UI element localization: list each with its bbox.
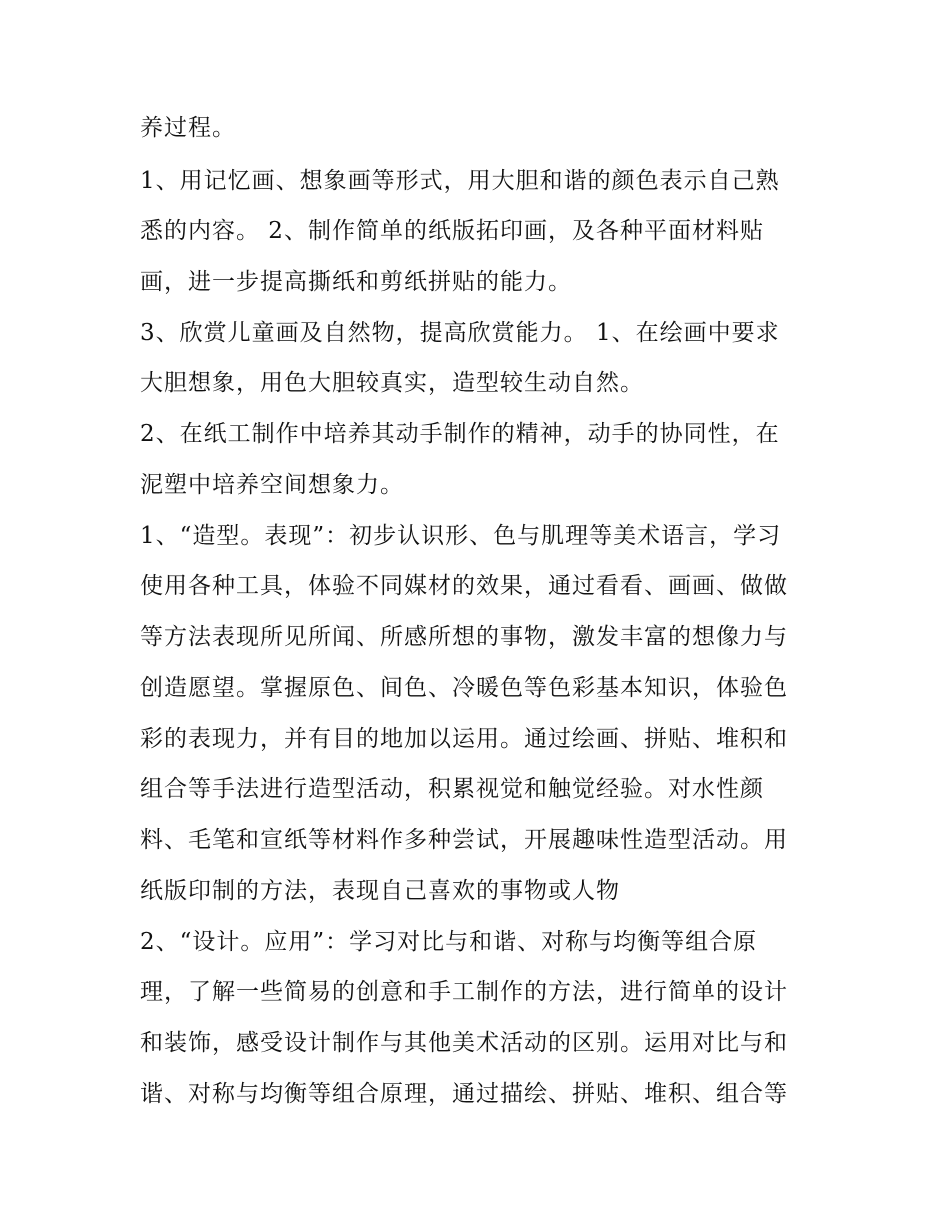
- text-line: 1、“造型。表现”：初步认识形、色与肌理等美术语言，学习: [140, 523, 782, 549]
- text-line: 纸版印制的方法，表现自己喜欢的事物或人物: [140, 878, 620, 904]
- text-line: 泥塑中培养空间想象力。: [140, 472, 404, 498]
- text-line: 大胆想象，用色大胆较真实，造型较生动自然。: [140, 370, 644, 396]
- text-line: 1、用记忆画、想象画等形式，用大胆和谐的颜色表示自己熟: [140, 168, 780, 194]
- text-line: 等方法表现所见所闻、所感所想的事物，激发丰富的想像力与: [140, 624, 788, 650]
- text-line: 画，进一步提高撕纸和剪纸拼贴的能力。: [140, 269, 572, 295]
- text-line: 2、在纸工制作中培养其动手制作的精神，动手的协同性，在: [140, 421, 780, 447]
- text-line: 谐、对称与均衡等组合原理，通过描绘、拼贴、堆积、组合等: [140, 1081, 788, 1107]
- text-line: 彩的表现力，并有目的地加以运用。通过绘画、拼贴、堆积和: [140, 726, 788, 752]
- text-line: 悉的内容。 2、制作简单的纸版拓印画，及各种平面材料贴: [140, 218, 764, 244]
- text-line: 组合等手法进行造型活动，积累视觉和触觉经验。对水性颜: [140, 776, 764, 802]
- text-line: 料、毛笔和宣纸等材料作多种尝试，开展趣味性造型活动。用: [140, 827, 788, 853]
- text-line: 使用各种工具，体验不同媒材的效果，通过看看、画画、做做: [140, 573, 788, 599]
- text-line: 养过程。: [140, 115, 236, 141]
- text-line: 创造愿望。掌握原色、间色、冷暖色等色彩基本知识，体验色: [140, 675, 788, 701]
- text-line: 理，了解一些简易的创意和手工制作的方法，进行简单的设计: [140, 979, 788, 1005]
- text-line: 和装饰，感受设计制作与其他美术活动的区别。运用对比与和: [140, 1030, 788, 1056]
- text-line: 2、“设计。应用”：学习对比与和谐、对称与均衡等组合原: [140, 929, 758, 955]
- text-line: 3、欣赏儿童画及自然物，提高欣赏能力。 1、在绘画中要求: [140, 320, 780, 346]
